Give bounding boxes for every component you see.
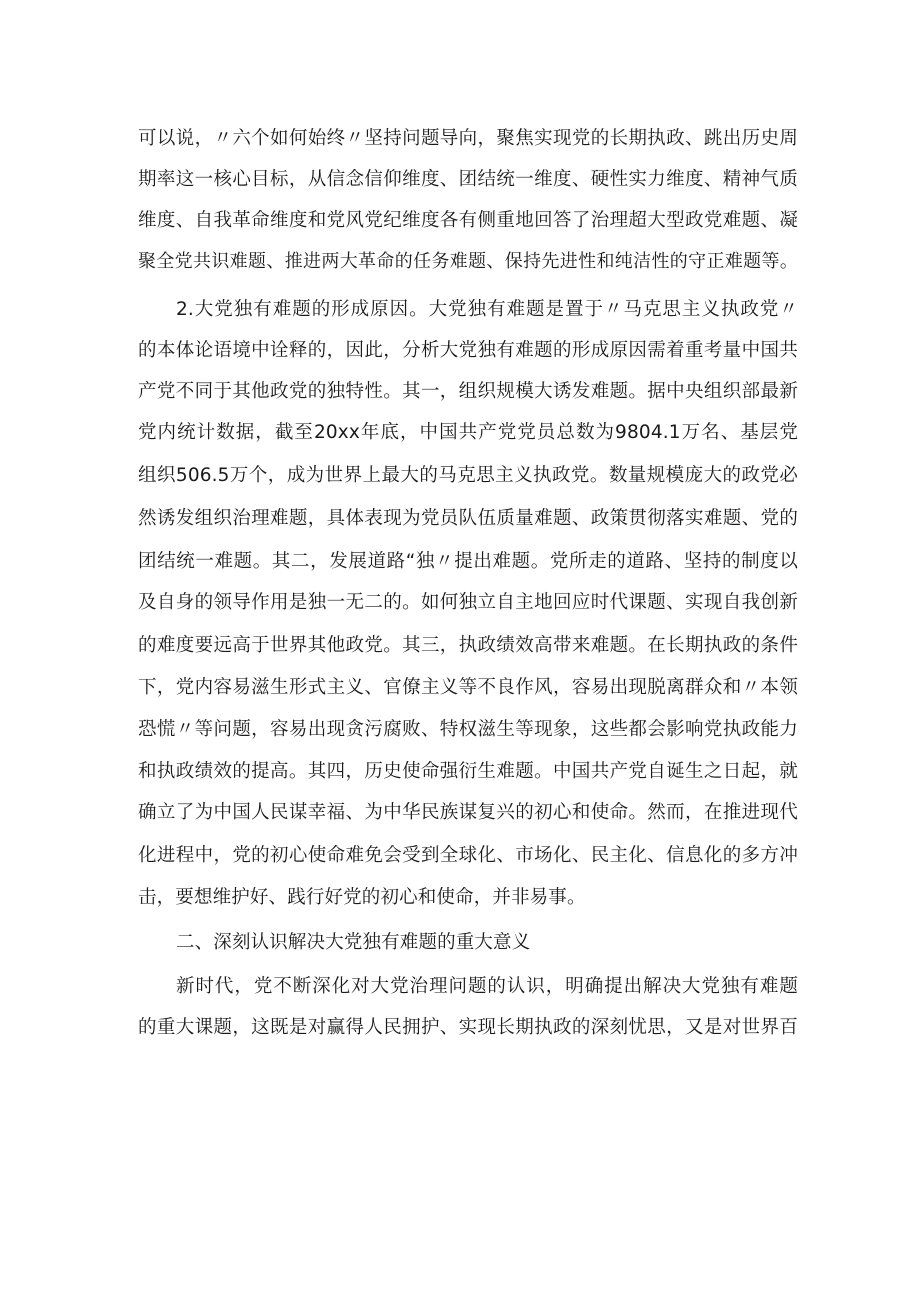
text-line: 期率这一核心目标，从信念信仰维度、团结统一维度、硬性实力维度、精神气质 (138, 169, 798, 190)
text-line: 党内统计数据，截至20xx年底，中国共产党党员总数为9804.1万名、基层党 (138, 422, 798, 443)
text-line: 聚全党共识难题、推进两大革命的任务难题、保持先进性和纯洁性的守正难题等。 (138, 251, 798, 272)
text-line: 恐慌〃等问题，容易出现贪污腐败、特权滋生等现象，这些都会影响党执政能力 (138, 719, 798, 740)
text-line: 维度、自我革命维度和党风党纪维度各有侧重地回答了治理超大型政党难题、凝 (138, 210, 798, 231)
text-line: 击，要想维护好、践行好党的初心和使命，并非易事。 (138, 887, 586, 908)
text-line: 新时代，党不断深化对大党治理问题的认识，明确提出解决大党独有难题 (176, 976, 798, 997)
text-line: 下，党内容易滋生形式主义、官僚主义等不良作风，容易出现脱离群众和〃本领 (138, 677, 798, 698)
text-line: 然诱发组织治理难题，具体表现为党员队伍质量难题、政策贯彻落实难题、党的 (138, 508, 798, 529)
text-line: 的重大课题，这既是对赢得人民拥护、实现长期执政的深刻忧思，又是对世界百 (138, 1017, 798, 1038)
text-line: 的本体论语境中诠释的，因此，分析大党独有难题的形成原因需着重考量中国共 (138, 340, 798, 361)
text-line: 产党不同于其他政党的独特性。其一，组织规模大诱发难题。据中央组织部最新 (138, 381, 798, 402)
text-line: 化进程中，党的初心使命难免会受到全球化、市场化、民主化、信息化的多方冲 (138, 845, 798, 866)
text-line: 确立了为中国人民谋幸福、为中华民族谋复兴的初心和使命。然而，在推进现代 (138, 802, 798, 823)
text-line: 和执政绩效的提高。其四，历史使命强衍生难题。中国共产党自诞生之日起，就 (138, 761, 798, 782)
text-line: 可以说，〃六个如何始终〃坚持问题导向，聚焦实现党的长期执政、跳出历史周 (138, 128, 798, 149)
section-heading: 二、深刻认识解决大党独有难题的重大意义 (176, 932, 531, 953)
text-line: 组织506.5万个，成为世界上最大的马克思主义执政党。数量规模庞大的政党必 (138, 465, 798, 486)
text-line: 及自身的领导作用是独一无二的。如何独立自主地回应时代课题、实现自我创新 (138, 592, 798, 613)
text-line: 的难度要远高于世界其他政党。其三，执政绩效高带来难题。在长期执政的条件 (138, 635, 798, 656)
text-line: 2.大党独有难题的形成原因。大党独有难题是置于〃马克思主义执政党〃 (176, 299, 798, 320)
text-line: 团结统一难题。其二，发展道路“独〃提出难题。党所走的道路、坚持的制度以 (138, 551, 798, 572)
